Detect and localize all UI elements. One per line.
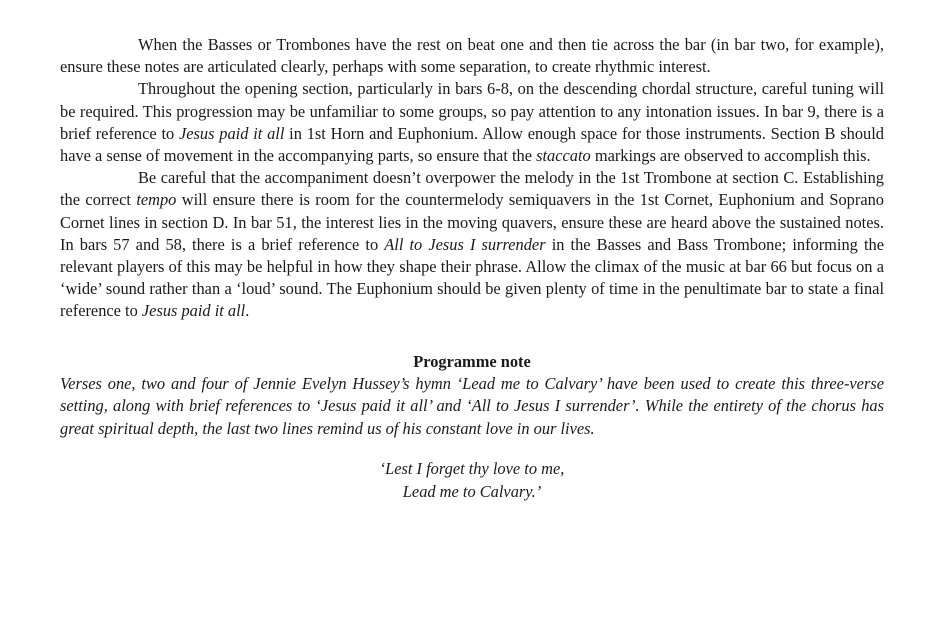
programme-note-heading: Programme note: [413, 351, 531, 371]
closing-quote: [60, 457, 884, 503]
programme-note-text: Verses one, two and four of Jennie Evelyn Hussey’s hymn ‘Lead me to Calvary’ have been used to create this three-verse setting, along with brief references to ‘Jesus paid it all’ and ‘All to Jesus I surrender’. While the entirety of the chorus has great spiritual depth, the last two lines remind us of his constant love in our lives.: [60, 373, 884, 438]
text-run: will ensure there is room for the countermelody semiquavers in the 1st Cornet, Euphonium and Soprano Cornet lines in section D. In bar 51, the interest lies in the moving quavers, ensure these are heard above the sustained notes. In bars 57 and 58, there is a brief reference to: [60, 190, 884, 254]
text-run: .: [245, 301, 250, 321]
text-run: Throughout the opening section, particularly in bars 6-8, on the descending chordal structure, careful tuning will be required. This progression may be unfamiliar to some groups, so pay attention to any intonation issues. In bar 9, there is a brief reference to: [60, 79, 884, 143]
italic-title: All to Jesus I surrender: [384, 234, 546, 254]
italic-term: staccato: [536, 146, 591, 166]
text-run: in the Basses and Bass Trombone; informing the relevant players of this may be helpful in how they shape their phrase. Allow the climax of the music at bar 66 but focus on a ‘wide’ sound rather than a ‘loud’ sound. The Euphonium should be given plenty of time in the penultimate bar to state a final reference to: [60, 234, 885, 321]
paragraph-rhythm: [60, 34, 884, 78]
paragraph-accompaniment: [60, 167, 884, 322]
quote-line-1: ‘Lest I forget thy love to me,: [379, 459, 565, 479]
text-run: When the Basses or Trombones have the rest on beat one and then tie across the bar (in bar two, for example), ensure these notes are articulated clearly, perhaps with some separation, to create rhythmic interest.: [60, 35, 884, 77]
text-run: in 1st Horn and Euphonium. Allow enough space for those instruments. Section B should have a sense of movement in the accompanying parts, so ensure that the: [60, 123, 884, 166]
paragraph-tuning: [60, 78, 884, 167]
italic-title: Jesus paid it all: [178, 123, 285, 143]
quote-line-2: Lead me to Calvary.’: [402, 482, 542, 502]
text-run: markings are observed to accomplish this.: [590, 146, 871, 166]
document-page: [60, 34, 884, 503]
text-run: Be careful that the accompaniment doesn’t overpower the melody in the 1st Trombone at section C. Establishing the correct: [60, 168, 884, 210]
italic-term: tempo: [136, 190, 177, 210]
italic-title: Jesus paid it all: [141, 301, 246, 321]
